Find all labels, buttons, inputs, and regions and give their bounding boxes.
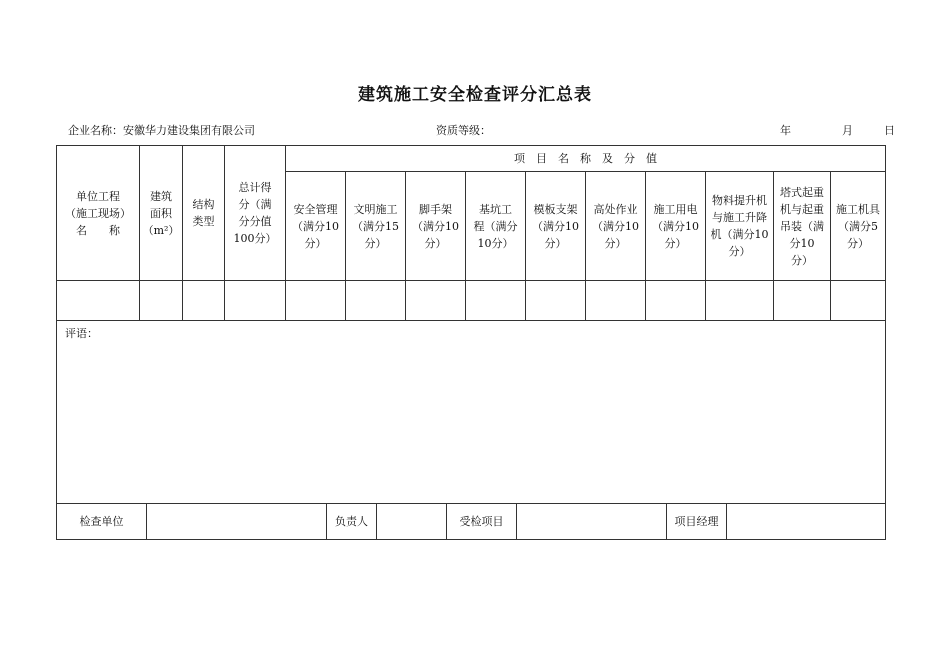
date-field xyxy=(780,122,895,138)
comment-label: 评语： xyxy=(65,327,98,340)
cell-score[interactable] xyxy=(346,281,406,321)
header-building-area: 建筑 面积 （m²） xyxy=(140,146,183,281)
date-month: 月 xyxy=(842,124,853,137)
item-header: 文明施工 （满分15 分） xyxy=(346,172,406,281)
item-header: 高处作业 （满分10 分） xyxy=(586,172,646,281)
cell-score[interactable] xyxy=(831,281,886,321)
qualification-grade: 资质等级： xyxy=(436,124,491,137)
page-title: 建筑施工安全检查评分汇总表 xyxy=(358,85,592,105)
item-header: 基坑工 程（满分 10分） xyxy=(466,172,526,281)
date-day: 日 xyxy=(884,124,895,137)
cell-score[interactable] xyxy=(286,281,346,321)
item-header: 物料提升机 与施工升降 机（满分10 分） xyxy=(706,172,774,281)
cell-total-score[interactable] xyxy=(225,281,286,321)
field-inspected-project[interactable] xyxy=(517,504,667,540)
cell-score[interactable] xyxy=(774,281,831,321)
field-project-manager[interactable] xyxy=(727,504,886,540)
label-inspect-unit: 检查单位 xyxy=(57,504,147,540)
cell-score[interactable] xyxy=(526,281,586,321)
header-unit-project: 单位工程 （施工现场） 名 称 xyxy=(57,146,140,281)
comment-area[interactable] xyxy=(57,321,886,504)
item-header: 模板支架 （满分10 分） xyxy=(526,172,586,281)
item-header: 施工用电 （满分10 分） xyxy=(646,172,706,281)
field-responsible[interactable] xyxy=(377,504,447,540)
summary-table xyxy=(56,145,886,504)
signature-table xyxy=(56,503,886,540)
cell-score[interactable] xyxy=(406,281,466,321)
header-structure-type: 结构 类型 xyxy=(183,146,225,281)
header-items: 项 目 名 称 及 分 值 xyxy=(286,146,886,172)
item-header: 塔式起重 机与起重 吊装（满 分10 分） xyxy=(774,172,831,281)
cell-unit-project[interactable] xyxy=(57,281,140,321)
company-name: 企业名称：安徽华力建设集团有限公司 xyxy=(68,124,255,137)
cell-score[interactable] xyxy=(706,281,774,321)
label-project-manager: 项目经理 xyxy=(667,504,727,540)
cell-score[interactable] xyxy=(466,281,526,321)
label-inspected-project: 受检项目 xyxy=(447,504,517,540)
cell-structure-type[interactable] xyxy=(183,281,225,321)
item-header: 安全管理 （满分10 分） xyxy=(286,172,346,281)
cell-score[interactable] xyxy=(586,281,646,321)
cell-score[interactable] xyxy=(646,281,706,321)
label-responsible: 负责人 xyxy=(327,504,377,540)
cell-building-area[interactable] xyxy=(140,281,183,321)
header-total-score: 总计得 分（满 分分值 100分） xyxy=(225,146,286,281)
data-row xyxy=(57,281,886,321)
field-inspect-unit[interactable] xyxy=(147,504,327,540)
item-header: 脚手架 （满分10 分） xyxy=(406,172,466,281)
date-year: 年 xyxy=(780,124,791,137)
item-header: 施工机具 （满分5 分） xyxy=(831,172,886,281)
